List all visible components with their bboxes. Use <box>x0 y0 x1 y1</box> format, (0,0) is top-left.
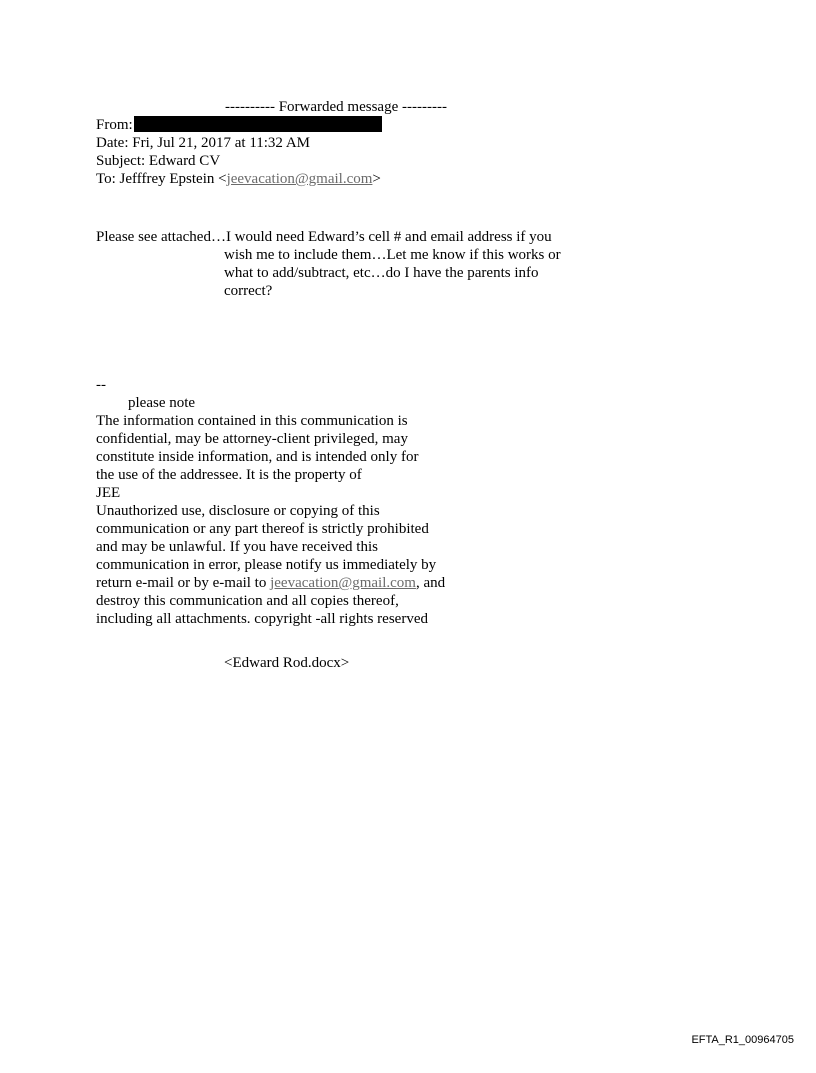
date-line: Date: Fri, Jul 21, 2017 at 11:32 AM <box>96 135 311 151</box>
disclaimer-line: destroy this communication and all copies thereof, <box>96 593 399 609</box>
return-prefix: return e-mail or by e-mail to <box>96 575 271 591</box>
disclaimer-line: confidential, may be attorney-client privileged, may <box>96 431 408 447</box>
disclaimer-line: Unauthorized use, disclosure or copying of this <box>96 503 380 519</box>
return-suffix: , and <box>415 575 446 591</box>
please-note: please note <box>128 395 196 411</box>
subject-line: Subject: Edward CV <box>96 153 221 169</box>
disclaimer-line: communication in error, please notify us immediately by <box>96 557 437 573</box>
disclaimer-line: The information contained in this communication is <box>96 413 408 429</box>
body-line-1: Please see attached…I would need Edward’s cell # and email address if you <box>96 229 552 245</box>
body-line-2: wish me to include them…Let me know if this works or <box>224 247 561 263</box>
document-id: EFTA_R1_00964705 <box>691 1034 794 1046</box>
return-email-link[interactable]: jeevacation@gmail.com <box>270 575 416 591</box>
to-email-link[interactable]: jeevacation@gmail.com <box>226 171 373 187</box>
to-suffix: > <box>372 171 381 187</box>
from-label: From: <box>96 117 133 133</box>
body-line-4: correct? <box>224 283 273 299</box>
redacted-sender <box>134 116 382 132</box>
from-line <box>96 116 382 134</box>
attachment-name[interactable]: <Edward Rod.docx> <box>224 655 350 671</box>
body-line-3: what to add/subtract, etc…do I have the parents info <box>224 265 539 281</box>
forwarded-header: ---------- Forwarded message --------- <box>225 99 447 115</box>
disclaimer-line: and may be unlawful. If you have received this <box>96 539 378 555</box>
disclaimer-line: communication or any part thereof is strictly prohibited <box>96 521 429 537</box>
to-prefix: To: Jefffrey Epstein < <box>96 171 227 187</box>
disclaimer-line: constitute inside information, and is intended only for <box>96 449 419 465</box>
disclaimer-line: the use of the addressee. It is the property of <box>96 467 362 483</box>
to-line <box>96 170 381 188</box>
disclaimer-line: JEE <box>96 485 121 501</box>
disclaimer-return-line <box>96 574 445 592</box>
signature-dashes: -- <box>96 377 106 393</box>
disclaimer-line: including all attachments. copyright -all rights reserved <box>96 611 428 627</box>
disclaimer-block <box>96 412 445 628</box>
